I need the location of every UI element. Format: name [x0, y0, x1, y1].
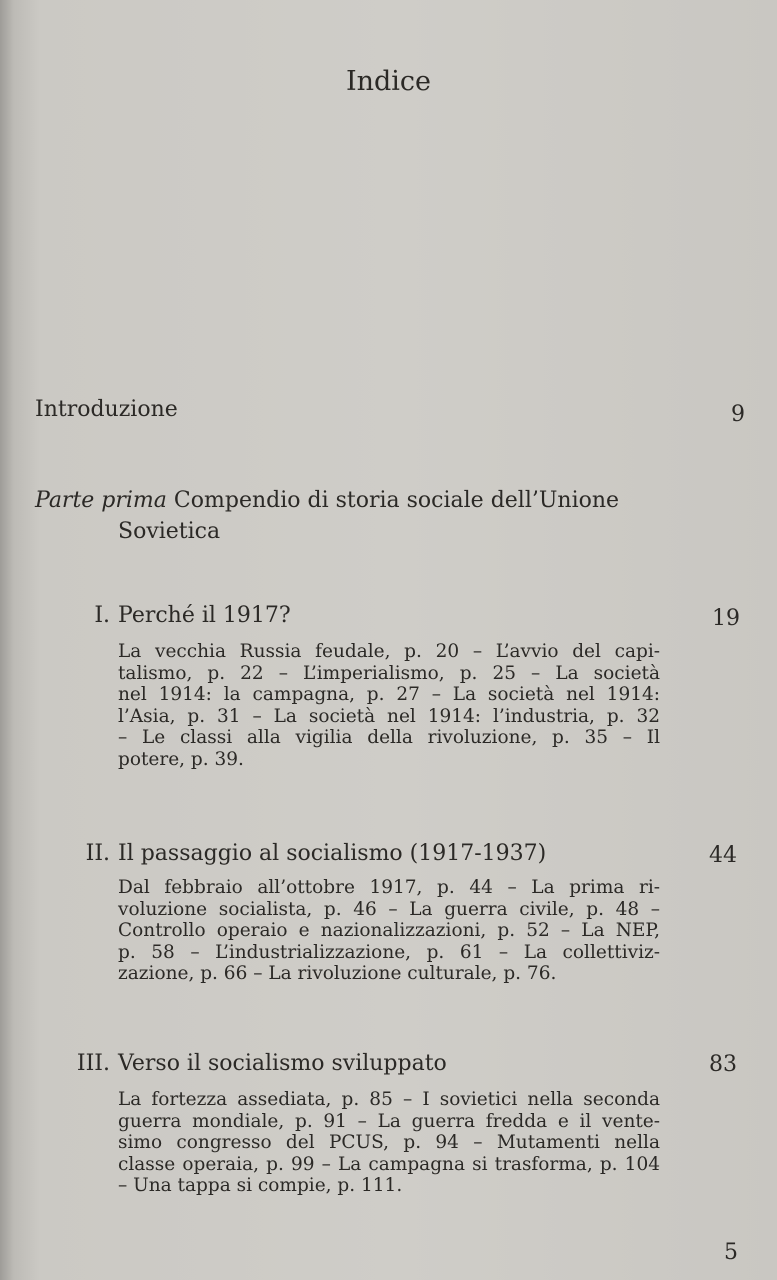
- introduction-label: Introduzione: [35, 397, 178, 422]
- part-heading: [35, 488, 619, 513]
- chapter-page: 83: [709, 1052, 737, 1077]
- page-number: 5: [724, 1240, 738, 1265]
- summary-line: zazione, p. 66 – La rivoluzione culturale, p. 76.: [118, 963, 557, 985]
- summary-line: potere, p. 39.: [118, 748, 244, 770]
- summary-line: La vecchia Russia feudale, p. 20 – L’avvio del capi-: [118, 641, 660, 662]
- part-label: Parte prima: [35, 488, 167, 513]
- summary-line: Controllo operaio e nazionalizzazioni, p. 52 – La NEP,: [118, 920, 660, 942]
- summary-line: l’Asia, p. 31 – La società nel 1914: l’industria, p. 32: [118, 705, 660, 727]
- part-title-line1: Compendio di storia sociale dell’Unione: [173, 488, 620, 513]
- summary-line: voluzione socialista, p. 46 – La guerra civile, p. 48 –: [118, 898, 660, 920]
- chapter-title: Perché il 1917?: [118, 603, 291, 628]
- chapter-numeral: III.: [76, 1051, 110, 1076]
- chapter-summary: [118, 1089, 660, 1197]
- summary-line: simo congresso del PCUS, p. 94 – Mutamenti nella: [118, 1132, 660, 1154]
- chapter-title: Il passaggio al socialismo (1917-1937): [118, 841, 547, 866]
- summary-line: Dal febbraio all’ottobre 1917, p. 44 – La prima ri-: [118, 877, 660, 898]
- summary-line: nel 1914: la campagna, p. 27 – La società nel 1914:: [118, 684, 660, 706]
- chapter-page: 19: [712, 606, 740, 631]
- summary-line: p. 58 – L’industrializzazione, p. 61 – La collettiviz-: [118, 941, 660, 963]
- summary-line: – Le classi alla vigilia della rivoluzione, p. 35 – Il: [118, 727, 660, 749]
- summary-line: classe operaia, p. 99 – La campagna si trasforma, p. 104: [118, 1153, 660, 1175]
- chapter-summary: [118, 641, 660, 771]
- summary-line: La fortezza assediata, p. 85 – I sovietici nella seconda: [118, 1089, 660, 1110]
- part-title-line2: Sovietica: [118, 519, 221, 544]
- page-title: Indice: [345, 66, 432, 97]
- summary-line: – Una tappa si compie, p. 111.: [118, 1175, 403, 1197]
- chapter-title: Verso il socialismo sviluppato: [118, 1051, 447, 1076]
- introduction-page: 9: [731, 402, 745, 427]
- summary-line: guerra mondiale, p. 91 – La guerra fredda e il vente-: [118, 1110, 660, 1132]
- chapter-numeral: I.: [94, 603, 110, 628]
- chapter-numeral: II.: [85, 841, 110, 866]
- chapter-page: 44: [709, 843, 737, 868]
- summary-line: talismo, p. 22 – L’imperialismo, p. 25 – La società: [118, 662, 660, 684]
- chapter-summary: [118, 877, 660, 985]
